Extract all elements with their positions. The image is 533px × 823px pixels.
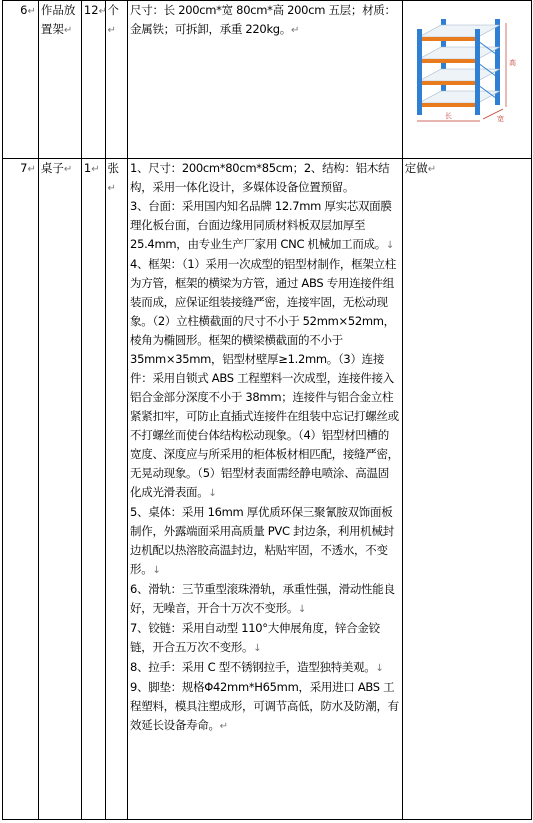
- item-name-cell: 作品放置架↵: [38, 1, 81, 159]
- spec-paragraph: 8、拉手：采用 C 型不锈钢拉手，造型独特美观。↓: [130, 660, 384, 674]
- spec-paragraph: 4、框架：（1）采用一次成型的铝型材制作，框架立柱为方管，框架的横梁为方管，通过 ABS 专用连接件组装而成，应保证组装接缝严密，连接牢固，无松动现象。（2）立柱横截面的尺寸不小于 52mm×52mm，棱角为椭圆形。框架的横梁横截面的不小于 35mm×35mm，铝型材壁厚≥1.2mm。（3）连接件：采用自锁式 ABS 工程塑料一次成型，连接件接入铝合金部分深度不小于 38mm；连接件与铝合金立柱紧紧扣牢，可防止直插式连接件在组装中忘记打螺丝或不打螺丝而使台体结构松动现象。（4）铝型材凹槽的宽度、深度应与所采用的柜体板材相匹配，接缝严密，无晃动现象。（5）铝型材表面需经静电喷涂、高温固化成光滑表面。↓: [130, 257, 399, 499]
- specification-cell: [128, 1, 403, 159]
- row-number-cell: 7↵: [3, 159, 39, 820]
- spec-paragraph: 9、脚垫：规格Φ42mm*H65mm，采用进口 ABS 工程塑料，模具注塑成形，可调节高低，防水及防潮，有效延长设备寿命。↵: [130, 680, 399, 732]
- row-number-cell: 6↵: [3, 1, 39, 159]
- item-name-cell: 桌子↵: [38, 159, 81, 820]
- spec-paragraph: 6、滑轨：三节重型滚珠滑轨，承重性强，滑动性能良好，无噪音，开合十万次不变形。↓: [130, 582, 395, 615]
- svg-text:高: 高: [508, 59, 516, 67]
- table-row: [3, 159, 532, 820]
- table-row: [3, 1, 532, 159]
- spec-paragraph: 尺寸：长 200cm*宽 80cm*高 200cm 五层；材质：金属铁；可拆卸，承重 220kg。↵: [130, 3, 396, 36]
- spec-paragraph: 1、尺寸：200cm*80cm*85cm；2、结构：铝木结构，采用一体化设计，多媒体设备位置预留。: [130, 161, 390, 194]
- spec-paragraph: 5、桌体：采用 16mm 厚优质环保三聚氰胺双饰面板制作，外露端面采用高质量 PVC 封边条，利用机械封边机配以热溶胶高温封边，粘贴牢固，不透水，不变形。↓: [130, 505, 394, 576]
- quantity-cell: 12↵: [81, 1, 105, 159]
- storage-shelf-image: [411, 15, 519, 127]
- specification-cell: [128, 159, 403, 820]
- image-cell: [402, 1, 531, 159]
- svg-text:长: 长: [444, 112, 452, 120]
- spec-table: [2, 0, 532, 820]
- remark-cell: 定做↵: [402, 159, 531, 820]
- quantity-cell: 1↵: [81, 159, 105, 820]
- spec-paragraph: 7、铰链：采用自动型 110°大伸展角度，锌合金铰链，开合五万次不变形。↓: [130, 621, 380, 654]
- unit-cell: 张↵: [105, 159, 128, 820]
- spec-paragraph: 3、台面：采用国内知名品牌 12.7mm 厚实芯双面膜理化板台面，台面边缘用同质材料板双层加厚至 25.4mm，由专业生产厂家用 CNC 机械加工而成。↓: [130, 199, 395, 251]
- svg-text:宽: 宽: [496, 115, 504, 123]
- unit-cell: 个↵: [105, 1, 128, 159]
